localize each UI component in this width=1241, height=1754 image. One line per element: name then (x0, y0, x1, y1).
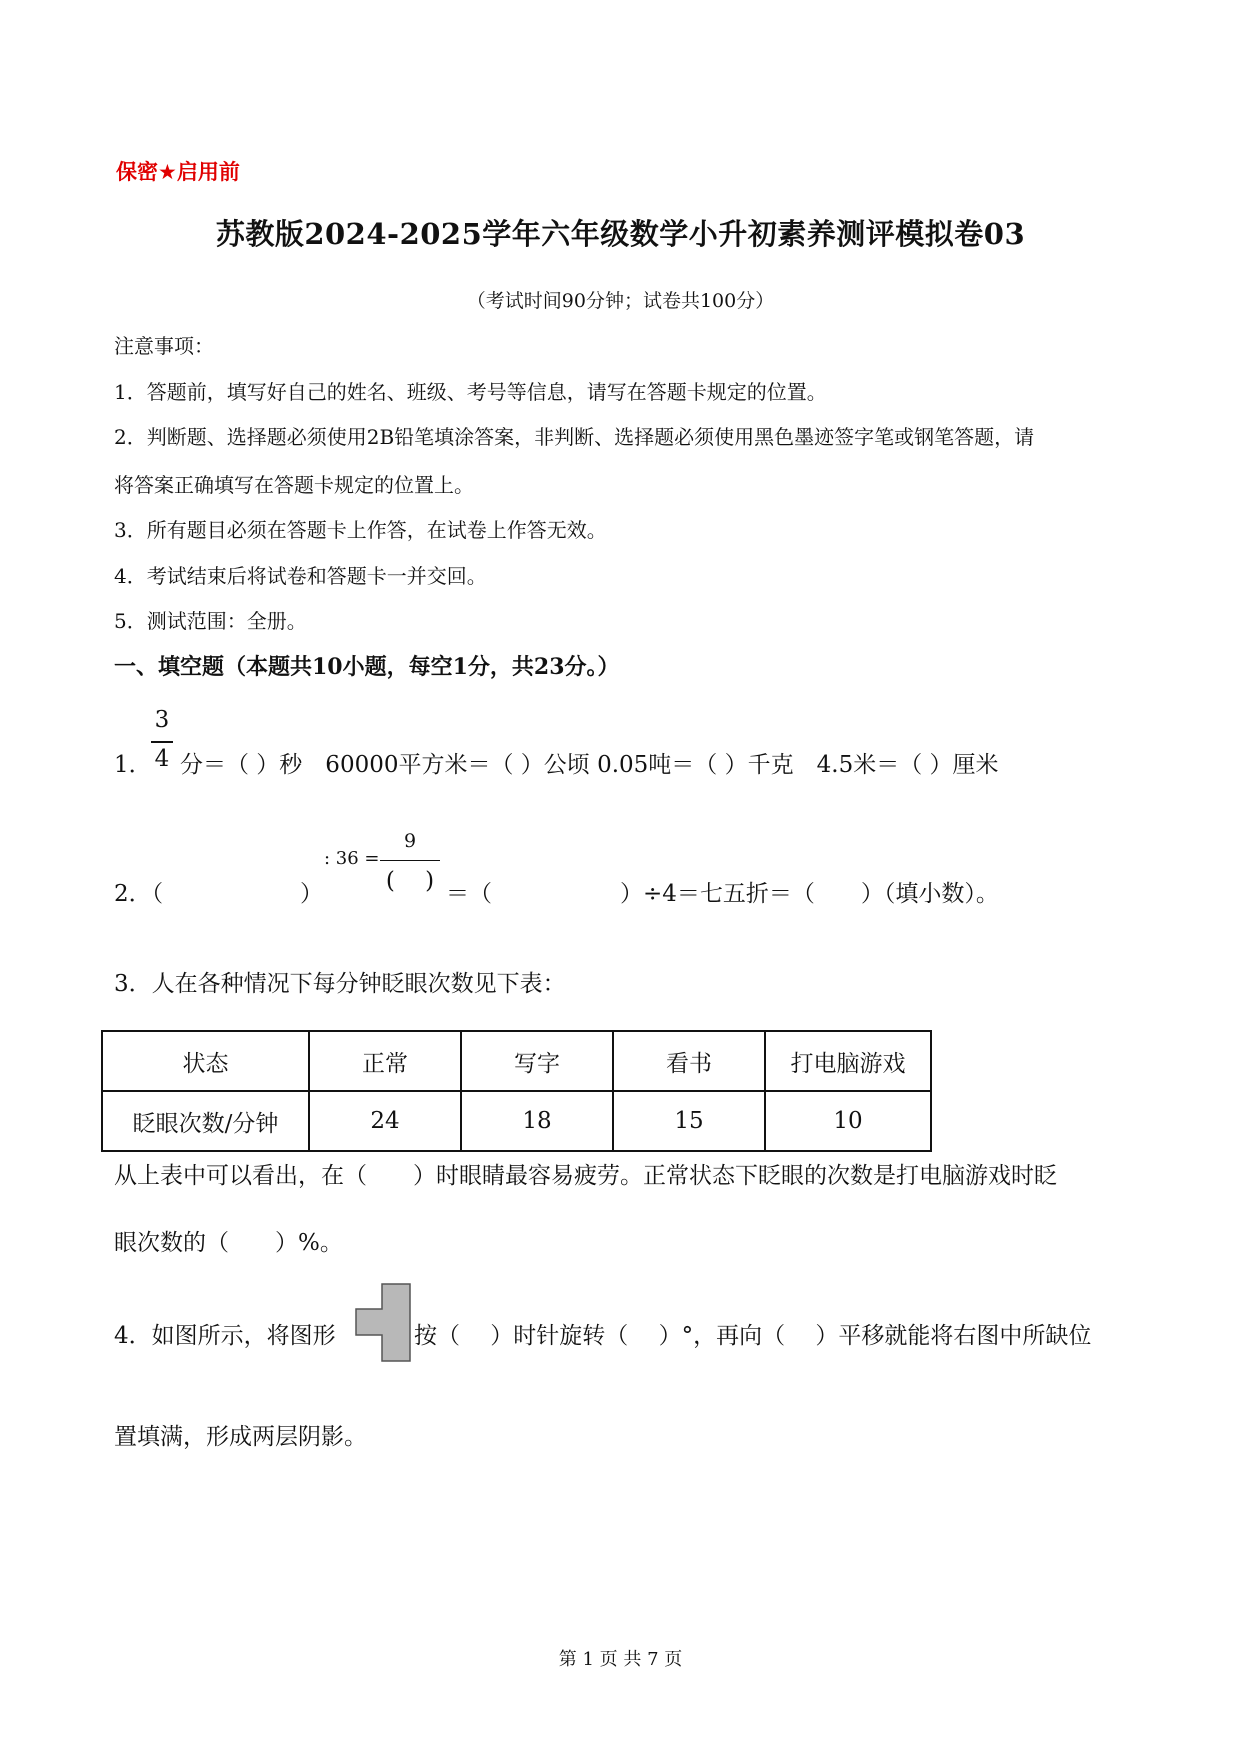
section-heading: 一、填空题（本题共10小题，每空1分，共23分。） (114, 654, 620, 680)
table-header-cell: 状态 (102, 1031, 309, 1091)
note-item: 将答案正确填写在答题卡规定的位置上。 (114, 473, 474, 497)
q1-text: 分＝（ ）秒 60000平方米＝（ ）公顷 0.05吨＝（ ）千克 4.5米＝（ ）厘米 (180, 752, 999, 778)
table-cell: 18 (461, 1091, 613, 1151)
note-item: 1．答题前，填写好自己的姓名、班级、考号等信息，请写在答题卡规定的位置。 (114, 380, 827, 404)
table-cell: 24 (309, 1091, 461, 1151)
q3-intro: 3．人在各种情况下每分钟眨眼次数见下表： (114, 971, 566, 997)
q4-line2: 置填满，形成两层阴影。 (114, 1424, 367, 1450)
t-shape-polygon (356, 1284, 410, 1361)
q2-paren-close: ） (300, 881, 323, 907)
q2-text-a: ＝（ (446, 881, 492, 907)
table-row (102, 1091, 931, 1151)
table-header-cell: 看书 (613, 1031, 765, 1091)
note-item: 2．判断题、选择题必须使用2B铅笔填涂答案，非判断、选择题必须使用黑色墨迹签字笔或钢笔答题，请 (114, 425, 1035, 449)
table-cell: 眨眼次数/分钟 (102, 1091, 309, 1151)
table-cell: 15 (613, 1091, 765, 1151)
page-footer: 第 1 页 共 7 页 (558, 1649, 683, 1670)
note-item: 3．所有题目必须在答题卡上作答，在试卷上作答无效。 (114, 518, 607, 542)
q4-text-b: 按（ ）时针旋转（ ）°，再向（ ）平移就能将右图中所缺位 (414, 1323, 1092, 1349)
table-header-cell: 写字 (461, 1031, 613, 1091)
q2-text-b: ）÷4＝七五折＝（ ）（填小数）。 (620, 881, 999, 907)
table-header-cell: 正常 (309, 1031, 461, 1091)
notes-heading: 注意事项： (114, 334, 214, 358)
q1-fraction-bar (151, 741, 173, 743)
q3-line2: 眼次数的（ ）%。 (114, 1230, 343, 1256)
exam-subtitle: （考试时间90分钟；试卷共100分） (466, 290, 775, 312)
q2-number: 2．（ (114, 881, 164, 907)
t-shape-figure (354, 1283, 412, 1363)
q2-ratio: : 36 = (324, 848, 380, 869)
q4-text-a: 4．如图所示，将图形 (114, 1323, 336, 1349)
table-header-row (102, 1031, 931, 1091)
exam-title: 苏教版2024-2025学年六年级数学小升初素养测评模拟卷03 (215, 217, 1026, 251)
table-cell: 10 (765, 1091, 931, 1151)
q2-fraction-numerator: 9 (403, 830, 417, 852)
q1-number: 1． (114, 752, 152, 778)
confidential-label: 保密★启用前 (116, 160, 240, 184)
q2-fraction-bar (380, 860, 440, 861)
table-header-cell: 打电脑游戏 (765, 1031, 931, 1091)
blink-rate-table (101, 1030, 932, 1152)
note-item: 4．考试结束后将试卷和答题卡一并交回。 (114, 564, 487, 588)
q1-fraction-denominator: 4 (154, 746, 170, 772)
q2-fraction-denominator: ( ) (385, 868, 435, 894)
note-item: 5．测试范围：全册。 (114, 609, 307, 633)
q1-fraction-numerator: 3 (154, 707, 170, 733)
q3-line1: 从上表中可以看出，在（ ）时眼睛最容易疲劳。正常状态下眨眼的次数是打电脑游戏时眨 (114, 1163, 1057, 1189)
